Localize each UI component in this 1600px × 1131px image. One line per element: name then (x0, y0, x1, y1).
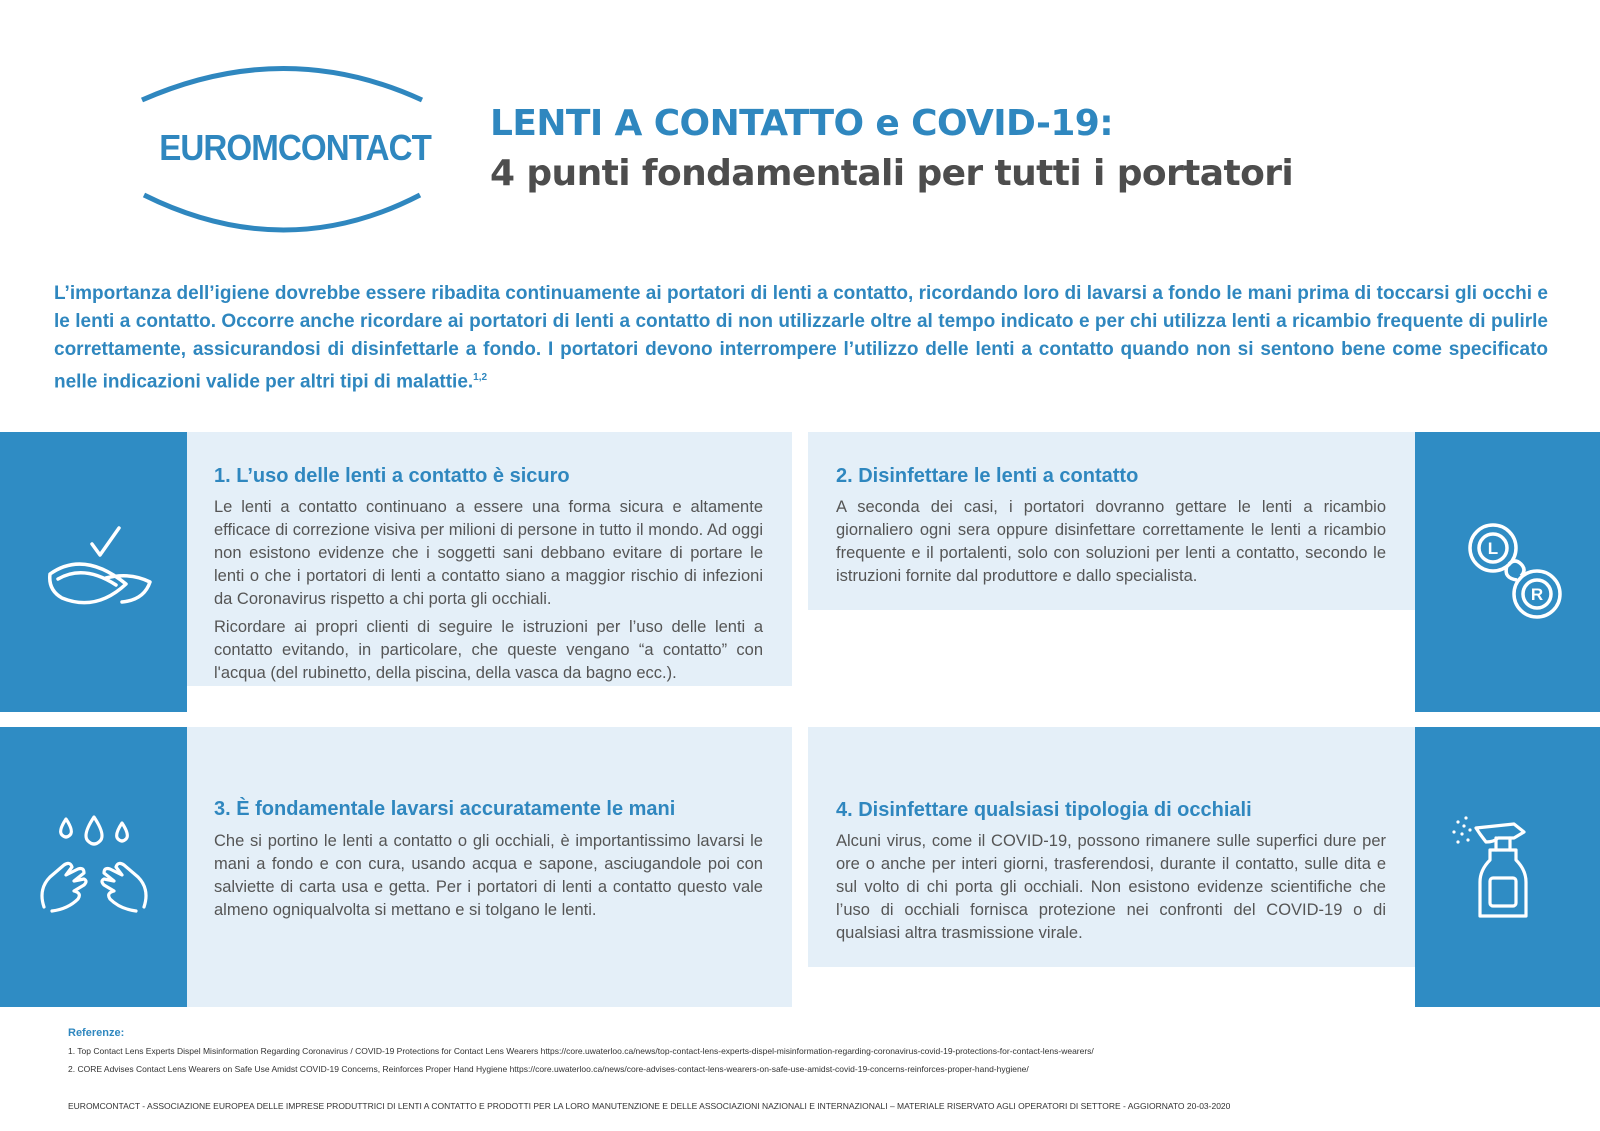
contact-lens-check-icon (44, 522, 154, 622)
intro-text: L’importanza dell’igiene dovrebbe essere ribadita continuamente ai portatori di lenti a contatto, ricordando loro di lavarsi a fondo le mani prima di toccarsi gli occhi e le lenti a contatto. Occorre anche ricordare ai portatori di lenti a contatto di non utilizzarle oltre al tempo indicato e per chi utilizza lenti a ricambio frequente di pulirle correttamente, assicurandosi di disinfettarle a fondo. I portatori devono interrompere l’utilizzo delle lenti a contatto quando non si sentono bene come specificato nelle indicazioni valide per altri tipi di malattie. (54, 283, 1548, 393)
card-4-paragraph-1: Alcuni virus, come il COVID-19, possono rimanere sulle superfici dure per ore o anche per interi giorni, trasferendosi, durante il contatto, sulle dita e sul volto di chi porta gli occhiali. Non esistono evidenze scientifiche che l’uso di occhiali fornisca protezione nei confronti del COVID-19 o di qualsiasi altra trasmissione virale. (836, 832, 1386, 942)
card-3-text (214, 830, 763, 927)
card-3-paragraph-1: Che si portino le lenti a contatto o gli occhiali, è importantissimo lavarsi le mani a fondo e con cura, usando acqua e sapone, asciugandole poi con salviette di carta usa e getta. Per i portatori di lenti a contatto questo vale almeno ogniqualvolta si mettano e si tolgano le lenti. (214, 832, 763, 919)
footer-text: EUROMCONTACT - ASSOCIAZIONE EUROPEA DELLE IMPRESE PRODUTTRICI DI LENTI A CONTATTO E PRODOTTI PER LA LORO MANUTENZIONE E DELLE ASSOCIAZIONI NAZIONALI E INTERNAZIONALI – MATERIALE RISERVATO AGLI OPERATORI DI SETTORE - AGGIORNATO 20-03-2020 (68, 1101, 1231, 1111)
lens-case-letter-r: R (1530, 585, 1544, 604)
spray-bottle-icon (1450, 812, 1540, 927)
references-title: Referenze: (68, 1027, 125, 1039)
intro-paragraph (54, 280, 1548, 396)
hand-washing-icon (38, 815, 150, 920)
euromcontact-logo (140, 55, 430, 240)
card-2-paragraph-1: A seconda dei casi, i portatori dovranno gettare le lenti a ricambio giornaliero ogni sera oppure disinfettare correttamente le lenti a ricambio frequente e il portalenti, solo con soluzioni per lenti a contatto, secondo le istruzioni fornite dal produttore e dallo specialista. (836, 498, 1386, 585)
page-subtitle: 4 punti fondamentali per tutti i portatori (490, 153, 1294, 194)
intro-superscript: 1,2 (473, 372, 488, 383)
card-4-text (836, 830, 1386, 950)
card-3-title: 3. È fondamentale lavarsi accuratamente le mani (214, 798, 676, 820)
card-2-title: 2. Disinfettare le lenti a contatto (836, 465, 1139, 487)
reference-item-1: 1. Top Contact Lens Experts Dispel Misinformation Regarding Coronavirus / COVID-19 Protections for Contact Lens Wearers https://core.uwaterloo.ca/news/top-contact-lens-experts-dispel-misinformation-regarding-coronavirus-covid-19-protections-for-contact-lens-wearers/ (68, 1046, 1094, 1056)
card-1-text (214, 496, 763, 690)
card-2-text (836, 496, 1386, 593)
card-1-paragraph-2: Ricordare ai propri clienti di seguire le istruzioni per l’uso delle lenti a contatto evitando, in particolare, che queste vengano “a contatto” con l'acqua (del rubinetto, della piscina, della vasca da bagno ecc.). (214, 618, 763, 682)
lens-case-icon (1465, 522, 1565, 627)
card-1-title: 1. L’uso delle lenti a contatto è sicuro (214, 465, 570, 487)
card-1-paragraph-1: Le lenti a contatto continuano a essere una forma sicura e altamente efficace di correzione visiva per milioni di persone in tutto il mondo. Ad oggi non esistono evidenze che i soggetti sani debbano evitare di portare le lenti o che i portatori di lenti a contatto siano a maggior rischio di infezioni da Coronavirus rispetto a chi porta gli occhiali. (214, 498, 763, 608)
page-title: LENTI A CONTATTO e COVID-19: (490, 103, 1114, 144)
lens-case-letter-l: L (1487, 539, 1499, 558)
card-4-title: 4. Disinfettare qualsiasi tipologia di occhiali (836, 799, 1252, 821)
logo-text: EUROMCONTACT (159, 127, 431, 168)
reference-item-2: 2. CORE Advises Contact Lens Wearers on Safe Use Amidst COVID-19 Concerns, Reinforces Proper Hand Hygiene https://core.uwaterloo.ca/news/core-advises-contact-lens-wearers-on-safe-use-amidst-covid-19-concerns-reinforces-proper-hand-hygiene/ (68, 1064, 1029, 1074)
